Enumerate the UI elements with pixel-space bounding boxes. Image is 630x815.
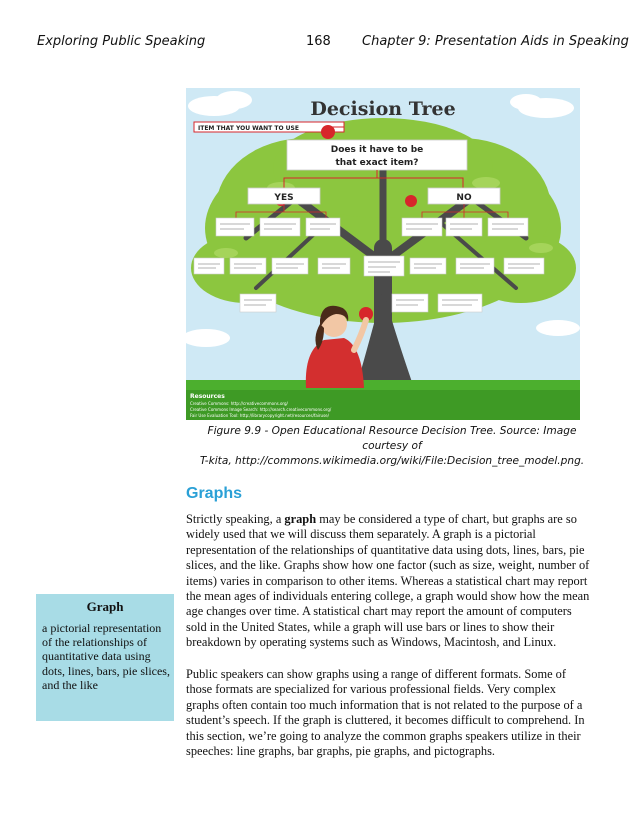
decision-tree-illustration xyxy=(186,88,580,420)
question-line1: Does it have to be xyxy=(330,145,424,155)
resources-title: Resources xyxy=(190,393,225,400)
glossary-term: Graph xyxy=(86,599,124,614)
no-label: NO xyxy=(456,193,472,203)
glossary-definition: a pictorial representation of the relationships of quantitative data using dots, lines, bars, pie slices, and the like xyxy=(42,621,170,692)
term-graph: graph xyxy=(284,512,317,526)
yes-label: YES xyxy=(274,193,294,203)
decision-tree-figure xyxy=(186,88,580,420)
graphs-paragraph-2: Public speakers can show graphs using a range of different formats. Some of those formats are specialized for various professional fields. Very complex graphs often contain too much information that is not related to the purpose of a student’s speech. If the graph is cluttered, it becomes difficult to comprehend. In this section, we’re going to analyze the common graphs speakers utilize in their speeches: line graphs, bar graphs, pie graphs, and pictographs. xyxy=(186,667,585,759)
figure-caption xyxy=(196,424,588,469)
question-line2: that exact item? xyxy=(335,158,419,168)
item-banner-label: ITEM THAT YOU WANT TO USE xyxy=(198,125,299,132)
section-heading: Graphs xyxy=(186,485,243,502)
caption-line-1: Figure 9.9 - Open Educational Resource Decision Tree. Source: Image courtesy of xyxy=(207,425,577,452)
p1-body: may be considered a type of chart, but graphs are so widely used that we will discuss them separately. A graph is a pictorial representation of the relationships of quantitative data using dots, lines, bars, pie slices, and the like. Graphs show how one factor (such as size, weight, number of items) varies in comparison to other items. Whereas a statistical chart may report the mean ages of individuals entering college, a graph would show how the mean age changes over time. A statistical chart may report the amount of computers sold in the United States, while a graph will use bars or lines to show their breakdown by operating systems such as Windows, Macintosh, and Linux. xyxy=(186,512,590,650)
figure-title: Decision Tree xyxy=(310,98,456,120)
resources-line-3: Fair Use Evaluation Tool: http://librarycopyright.net/resources/fairuse/ xyxy=(190,413,329,418)
resources-line-1: Creative Commons: http://creativecommons.org/ xyxy=(190,401,288,406)
running-header-book-title: Exploring Public Speaking xyxy=(37,34,206,49)
resources-line-2: Creative Commons Image Search: http://search.creativecommons.org/ xyxy=(190,407,332,412)
p1-intro: Strictly speaking, a xyxy=(186,512,285,526)
caption-line-2: T-kita, http://commons.wikimedia.org/wiki/File:Decision_tree_model.png. xyxy=(199,455,585,467)
graphs-paragraph-1 xyxy=(186,512,590,651)
running-header-chapter: Chapter 9: Presentation Aids in Speaking xyxy=(362,34,629,49)
page-number: 168 xyxy=(306,34,331,49)
glossary-sidebar xyxy=(36,594,174,721)
